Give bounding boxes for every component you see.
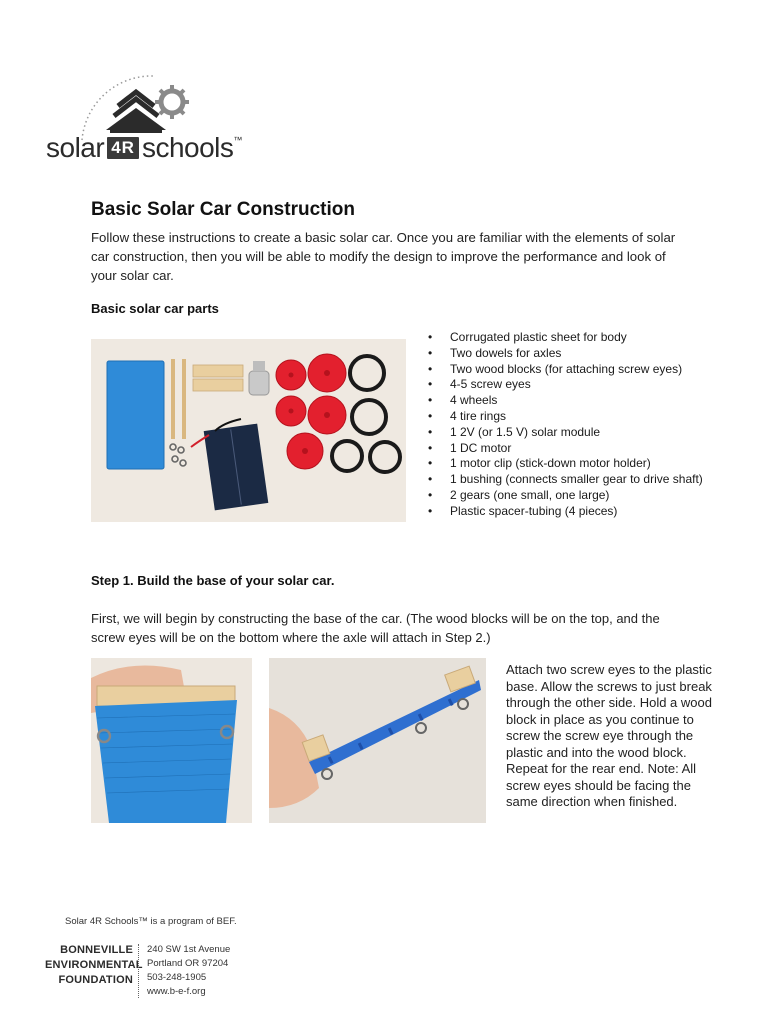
logo-badge-4r: 4R [107, 137, 139, 159]
list-item: • 4 wheels [428, 393, 758, 409]
bef-org-name [45, 943, 143, 988]
logo-word-solar: solar [46, 132, 105, 163]
step1-heading: Step 1. Build the base of your solar car. [91, 573, 335, 588]
step1-photo-base-front [91, 658, 252, 823]
footer-divider [138, 944, 140, 998]
list-item: • Two dowels for axles [428, 346, 758, 362]
list-item: • 1 motor clip (stick-down motor holder) [428, 456, 758, 472]
phone-number: 503-248-1905 [147, 972, 207, 983]
address-line: 240 SW 1st Avenue [147, 944, 231, 955]
bef-org-line: FOUNDATION [58, 974, 133, 986]
list-item: • Corrugated plastic sheet for body [428, 330, 758, 346]
footer-program-note: Solar 4R Schools™ is a program of BEF. [65, 916, 237, 927]
parts-photo [91, 339, 406, 522]
website-link[interactable]: www.b-e-f.org [147, 986, 206, 997]
step1-paragraph: First, we will begin by constructing the base of the car. (The wood blocks will be on the top, and the screw eyes will be on the bottom where the axle will attach in Step 2.) [91, 611, 660, 645]
list-item: • Plastic spacer-tubing (4 pieces) [428, 504, 758, 520]
list-item: • 1 DC motor [428, 441, 758, 457]
list-item: • 4-5 screw eyes [428, 377, 758, 393]
list-item: • 4 tire rings [428, 409, 758, 425]
step1-description: Attach two screw eyes to the plastic base. Allow the screws to just break through the other side. Hold a wood block in place as you continue to screw the screw eye through the plastic and into the wood block. Repeat for the rear end. Note: All screw eyes should be facing the same direction when finished. [506, 662, 712, 809]
step1-photo-base-side [269, 658, 486, 823]
intro-paragraph: Follow these instructions to create a basic solar car. Once you are familiar with the elements of solar car construction, then you will be able to modify the design to improve the performance and look of your solar car. [91, 230, 676, 283]
list-item: • 1 2V (or 1.5 V) solar module [428, 425, 758, 441]
bef-org-line: BONNEVILLE [60, 944, 133, 956]
logo-wordmark [46, 132, 242, 164]
list-item: • 2 gears (one small, one large) [428, 488, 758, 504]
page-title: Basic Solar Car Construction [91, 199, 355, 220]
bef-org-line: ENVIRONMENTAL [45, 959, 143, 971]
list-item: • Two wood blocks (for attaching screw eyes) [428, 362, 758, 378]
parts-heading: Basic solar car parts [91, 301, 219, 316]
bef-address [147, 943, 230, 999]
logo-word-schools: schools [141, 132, 234, 163]
address-line: Portland OR 97204 [147, 958, 229, 969]
list-item: • 1 bushing (connects smaller gear to drive shaft) [428, 472, 758, 488]
parts-list [428, 330, 758, 520]
logo-trademark: ™ [233, 135, 242, 145]
